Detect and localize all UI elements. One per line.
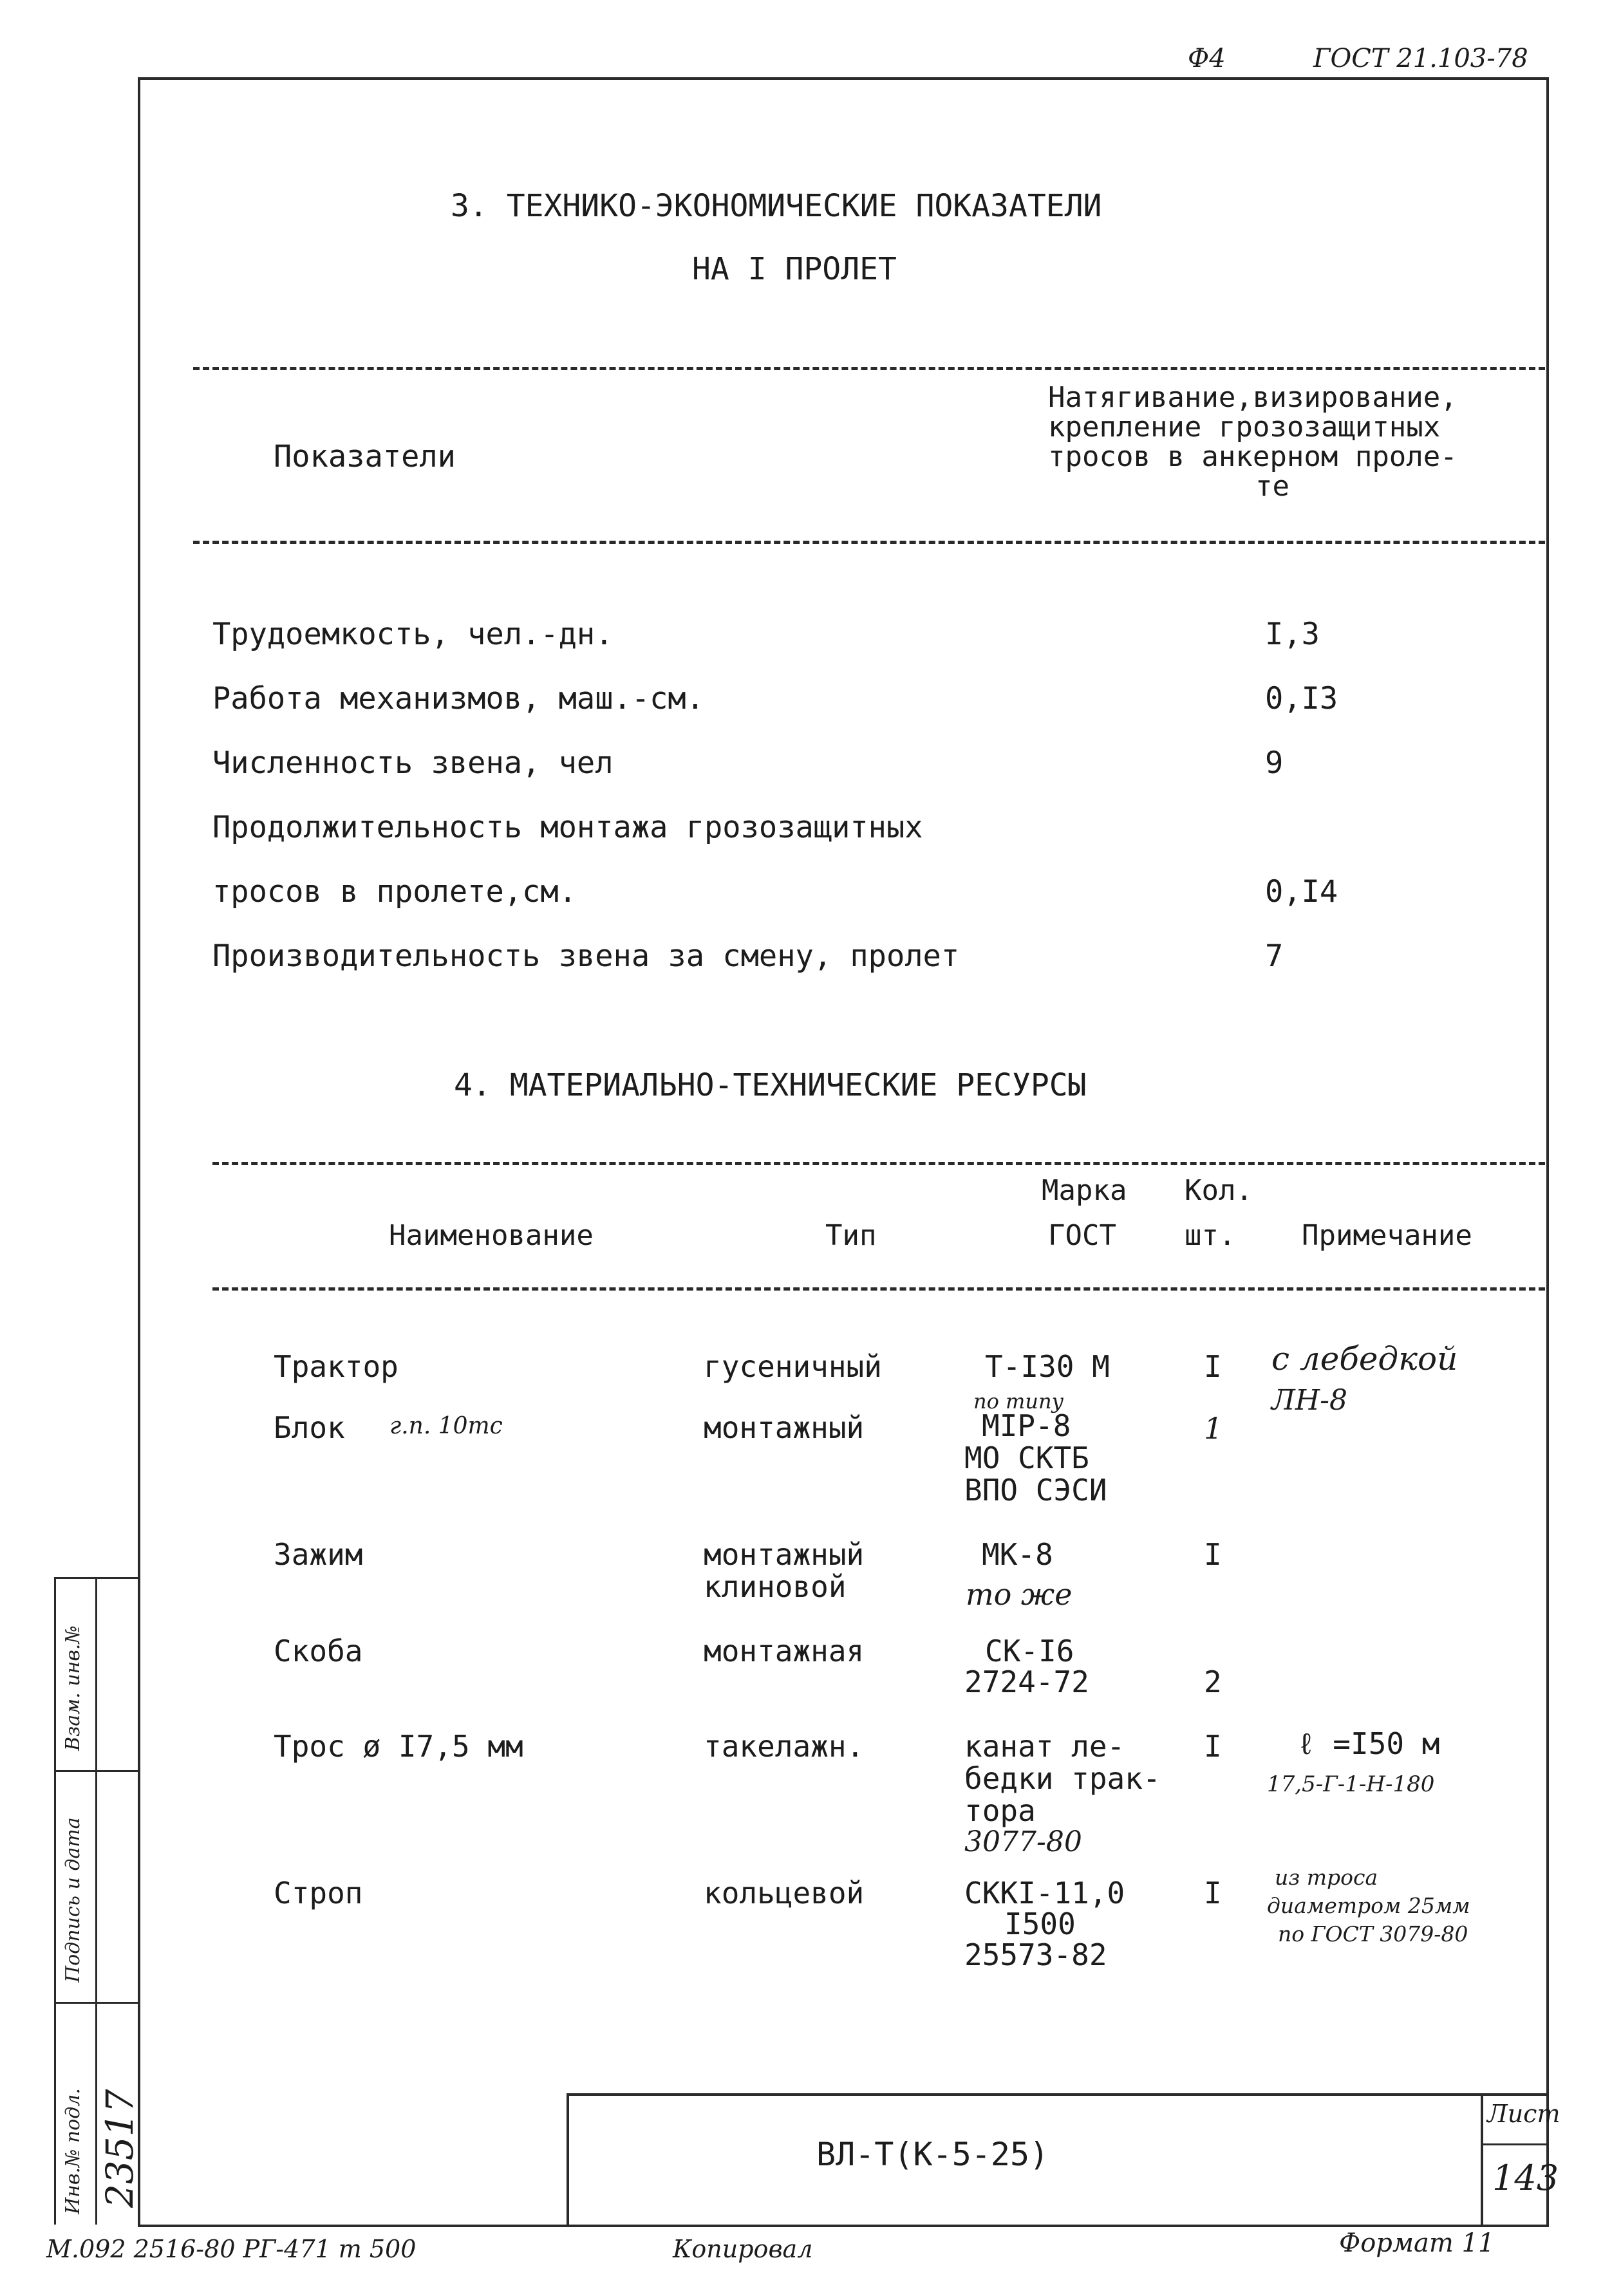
table3-col-operation-line4: те <box>1255 470 1289 503</box>
resource-mark: Т-I30 М <box>985 1349 1110 1384</box>
resource-mark: СК-I6 <box>985 1634 1074 1668</box>
resource-qty: I <box>1204 1876 1222 1910</box>
drawing-code: ВЛ-Т(К-5-25) <box>816 2136 1049 2173</box>
resource-mark-handwritten: то же <box>966 1577 1073 1612</box>
resource-qty: 2 <box>1204 1665 1222 1699</box>
indicator-label: Работа механизмов, маш.-см. <box>212 681 705 716</box>
resource-name: Трос ø I7,5 мм <box>274 1729 523 1764</box>
resource-note: ℓ =I50 м <box>1297 1726 1440 1761</box>
resource-mark: МIР-8 <box>982 1408 1071 1443</box>
replace-inventory-label: Взам. инв.№ <box>62 1625 84 1751</box>
col-mark-line2: ГОСТ <box>1048 1219 1116 1252</box>
section3-title: 3. ТЕХНИКО-ЭКОНОМИЧЕСКИЕ ПОКАЗАТЕЛИ <box>451 188 1102 224</box>
indicator-value: 0,I3 <box>1265 681 1338 716</box>
table3-col-operation-line2: крепление грозозащитных <box>1048 411 1441 443</box>
resource-type: гусеничный <box>704 1349 882 1384</box>
resource-name: Скоба <box>274 1634 363 1668</box>
resource-qty: I <box>1204 1729 1222 1764</box>
resource-qty: 1 <box>1204 1411 1223 1446</box>
frame-right-border <box>1546 77 1549 2227</box>
indicator-label: Продолжительность монтажа грозозащитных <box>212 810 923 845</box>
table3-col-indicators: Показатели <box>274 439 456 474</box>
page-mark: Ф4 <box>1188 44 1226 73</box>
indicator-value: 7 <box>1265 938 1284 974</box>
title-block <box>567 2093 1549 2226</box>
section4-title: 4. МАТЕРИАЛЬНО-ТЕХНИЧЕСКИЕ РЕСУРСЫ <box>454 1067 1087 1103</box>
sheet-number: 143 <box>1492 2158 1559 2198</box>
resource-name: Строп <box>274 1876 363 1910</box>
indicator-value: 9 <box>1265 745 1284 781</box>
col-qty-line1: Кол. <box>1185 1174 1253 1207</box>
resource-mark: СККI-11,0 <box>964 1876 1125 1910</box>
resource-note-handwritten: с лебедкой <box>1271 1340 1458 1377</box>
resource-mark: 25573-82 <box>964 1937 1107 1972</box>
indicator-label: Численность звена, чел <box>212 745 614 781</box>
resource-mark: МК-8 <box>982 1537 1053 1572</box>
approval-sidebar-rule <box>54 1770 139 1772</box>
inventory-number: 23517 <box>98 2089 142 2208</box>
title-block-sheet-rule <box>1481 2143 1549 2145</box>
resource-mark: 2724-72 <box>964 1665 1089 1699</box>
resource-type: такелажн. <box>704 1729 865 1764</box>
resource-note-handwritten: ЛН-8 <box>1271 1384 1347 1417</box>
indicator-value: 0,I4 <box>1265 874 1338 910</box>
indicator-label: Трудоемкость, чел.-дн. <box>212 617 614 652</box>
col-name: Наименование <box>389 1219 594 1252</box>
table3-col-operation-line3: тросов в анкерном проле- <box>1048 440 1457 473</box>
indicator-label: Производительность звена за смену, пролет <box>212 938 960 974</box>
copied-by-label: Копировал <box>673 2235 813 2263</box>
gost-reference: ГОСТ 21.103-78 <box>1313 44 1528 73</box>
title-block-sheet-divider <box>1481 2093 1483 2226</box>
resource-mark: МО СКТБ <box>964 1441 1089 1475</box>
resource-mark-handwritten: по типу <box>973 1389 1064 1414</box>
resource-name: Зажим <box>274 1537 363 1572</box>
resource-qty: I <box>1204 1349 1222 1384</box>
inventory-number-label: Инв.№ подл. <box>62 2088 84 2214</box>
format-label: Формат 11 <box>1339 2228 1495 2258</box>
resource-type: монтажный <box>704 1537 865 1572</box>
resource-note-handwritten: по ГОСТ 3079-80 <box>1278 1921 1468 1946</box>
indicator-label: тросов в пролете,см. <box>212 874 577 910</box>
frame-top-border <box>138 77 1548 80</box>
resource-note-handwritten: 17,5-Г-1-Н-180 <box>1267 1771 1435 1797</box>
approval-sidebar-rule <box>54 2002 139 2004</box>
table3-header-rule <box>193 541 1545 544</box>
approval-sidebar-divider <box>95 1577 97 2225</box>
resource-mark: тора <box>964 1793 1036 1828</box>
resource-type: клиновой <box>704 1569 847 1604</box>
resource-note-handwritten: из троса <box>1275 1865 1378 1890</box>
col-type: Тип <box>825 1219 877 1252</box>
sheet-label: Лист <box>1487 2100 1560 2128</box>
footer-handwritten-note: М.092 2516-80 РГ-471 т 500 <box>46 2235 417 2263</box>
resource-mark: бедки трак- <box>964 1761 1161 1796</box>
resource-name-handwritten: г.п. 10тс <box>389 1413 503 1439</box>
resource-mark: канат ле- <box>964 1729 1125 1764</box>
resource-qty: I <box>1204 1537 1222 1572</box>
col-qty-line2: шт. <box>1185 1219 1236 1252</box>
resource-mark: I500 <box>1004 1907 1076 1941</box>
resource-mark-handwritten: 3077-80 <box>964 1825 1082 1858</box>
table3-top-rule <box>193 367 1545 370</box>
section3-subtitle: НА I ПРОЛЕТ <box>692 251 897 287</box>
resource-name: Трактор <box>274 1349 398 1384</box>
indicator-value: I,3 <box>1265 617 1320 652</box>
resource-note-handwritten: диаметром 25мм <box>1267 1893 1470 1918</box>
table3-col-operation-line1: Натягивание,визирование, <box>1048 381 1457 414</box>
table4-top-rule <box>212 1162 1545 1165</box>
resource-name: Блок <box>274 1410 345 1445</box>
resource-type: монтажная <box>704 1634 865 1668</box>
table4-header-rule <box>212 1287 1545 1291</box>
resource-mark: ВПО СЭСИ <box>964 1473 1107 1507</box>
col-mark-line1: Марка <box>1042 1174 1127 1207</box>
resource-type: кольцевой <box>704 1876 865 1910</box>
col-note: Примечание <box>1302 1219 1472 1252</box>
signature-date-label: Подпись и дата <box>62 1817 84 1983</box>
resource-type: монтажный <box>704 1410 865 1445</box>
